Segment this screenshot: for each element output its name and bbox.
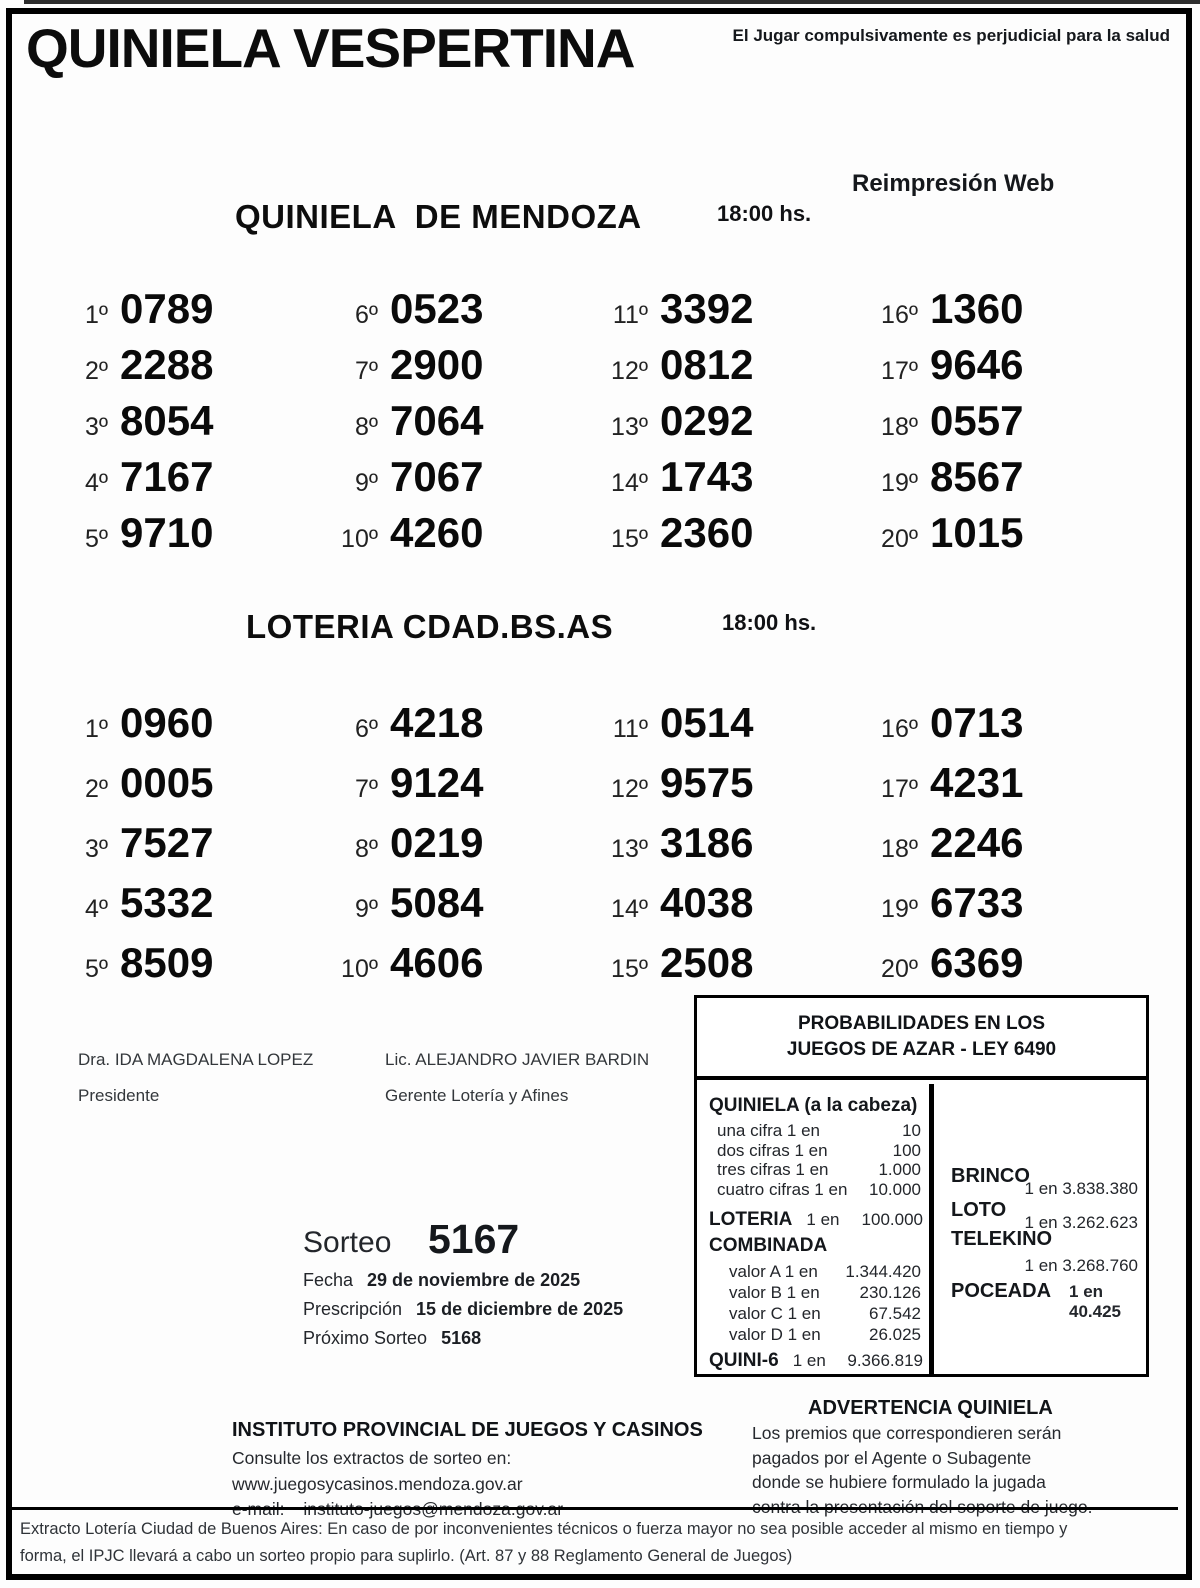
sorteo-number: 5167 <box>428 1216 520 1262</box>
loto-odds <box>951 1199 1138 1232</box>
loteria-odds-mid: 1 en <box>806 1210 840 1229</box>
result-cell <box>832 445 1102 501</box>
loto-name: LOTO <box>951 1199 1007 1221</box>
odds-value: 67.542 <box>869 1304 921 1323</box>
result-position: 1º <box>84 715 108 743</box>
result-position: 20º <box>881 955 918 983</box>
result-cell <box>562 501 832 557</box>
result-number: 8567 <box>930 453 1024 500</box>
result-number: 2246 <box>930 819 1024 866</box>
odds-row <box>729 1262 921 1283</box>
result-number: 7527 <box>120 819 214 866</box>
result-cell <box>832 333 1102 389</box>
result-number: 7167 <box>120 453 214 500</box>
poceada-value: 1 en 40.425 <box>1069 1282 1122 1321</box>
result-position: 8º <box>354 413 378 441</box>
odds-value: 10 <box>902 1121 921 1140</box>
result-cell <box>292 870 562 930</box>
fecha-line <box>303 1270 580 1291</box>
result-number: 3186 <box>660 819 754 866</box>
poceada-name: POCEADA <box>951 1280 1052 1302</box>
brinco-value: 1 en 3.838.380 <box>1024 1179 1138 1198</box>
telekino-odds <box>951 1228 1138 1276</box>
odds-label: valor B 1 en <box>729 1283 820 1302</box>
result-position: 2º <box>84 357 108 385</box>
result-position: 10º <box>341 525 378 553</box>
result-cell <box>22 810 292 870</box>
result-number: 0713 <box>930 699 1024 746</box>
result-position: 14º <box>611 469 648 497</box>
proximo-sorteo-value: 5168 <box>441 1328 482 1348</box>
result-cell <box>832 501 1102 557</box>
health-warning-text: El Jugar compulsivamente es perjudicial para la salud <box>732 26 1170 45</box>
instituto-consulte-line: Consulte los extractos de sorteo en: <box>232 1448 512 1468</box>
result-number: 4260 <box>390 509 484 556</box>
result-position: 10º <box>341 955 378 983</box>
result-number: 7064 <box>390 397 484 444</box>
odds-label: tres cifras 1 en <box>717 1160 829 1179</box>
official-manager <box>385 1050 649 1106</box>
result-number: 0005 <box>120 759 214 806</box>
result-position: 1º <box>84 301 108 329</box>
odds-row <box>717 1180 921 1200</box>
result-position: 12º <box>611 775 648 803</box>
proximo-sorteo-label: Próximo Sorteo <box>303 1328 428 1348</box>
result-cell <box>562 445 832 501</box>
poceada-odds <box>951 1280 1138 1322</box>
proximo-sorteo-line <box>303 1328 481 1349</box>
brinco-odds <box>951 1165 1138 1198</box>
result-cell <box>22 690 292 750</box>
result-position: 5º <box>84 525 108 553</box>
instituto-website: www.juegosycasinos.mendoza.gov.ar <box>232 1473 523 1494</box>
result-position: 9º <box>354 895 378 923</box>
result-number: 1360 <box>930 285 1024 332</box>
result-cell <box>292 930 562 990</box>
odds-value: 26.025 <box>869 1325 921 1344</box>
result-position: 13º <box>611 835 648 863</box>
result-number: 0523 <box>390 285 484 332</box>
mendoza-section-heading: QUINIELA DE MENDOZA <box>235 198 642 235</box>
footer-legal-text <box>20 1516 1172 1569</box>
result-number: 0960 <box>120 699 214 746</box>
result-cell <box>22 870 292 930</box>
result-cell <box>562 810 832 870</box>
result-cell <box>22 333 292 389</box>
fecha-value: 29 de noviembre de 2025 <box>367 1270 581 1290</box>
result-number: 0812 <box>660 341 754 388</box>
result-position: 7º <box>354 357 378 385</box>
result-position: 19º <box>881 895 918 923</box>
result-number: 5332 <box>120 879 214 926</box>
quini6-odds-mid: 1 en <box>792 1351 826 1370</box>
result-number: 6369 <box>930 939 1024 986</box>
result-cell <box>22 501 292 557</box>
quiniela-odds-rows <box>717 1121 921 1199</box>
quini6-odds-value: 9.366.819 <box>847 1351 923 1370</box>
result-number: 4218 <box>390 699 484 746</box>
result-cell <box>562 690 832 750</box>
instituto-heading: INSTITUTO PROVINCIAL DE JUEGOS Y CASINOS <box>232 1419 703 1441</box>
odds-label: valor C 1 en <box>729 1304 821 1323</box>
official-president <box>78 1050 313 1106</box>
result-number: 0292 <box>660 397 754 444</box>
result-cell <box>832 750 1102 810</box>
advertencia-line: Los premios que correspondieren serán <box>752 1423 1062 1443</box>
result-cell <box>562 870 832 930</box>
fecha-label: Fecha <box>303 1270 354 1290</box>
result-cell <box>832 277 1102 333</box>
odds-value: 100 <box>892 1140 921 1160</box>
result-position: 8º <box>354 835 378 863</box>
probabilities-box <box>694 995 1149 1377</box>
result-number: 8509 <box>120 939 214 986</box>
official-role: Presidente <box>78 1086 160 1105</box>
bsas-results-grid <box>22 690 1102 990</box>
result-position: 4º <box>84 469 108 497</box>
footer-line: Extracto Lotería Ciudad de Buenos Aires: En caso de por inconvenientes técnicos o fuerza mayor no sea posible acceder al mismo en tiempo y <box>20 1520 1068 1538</box>
result-cell <box>292 277 562 333</box>
result-position: 9º <box>354 469 378 497</box>
result-number: 7067 <box>390 453 484 500</box>
advertencia-line: pagados por el Agente o Subagente <box>752 1447 1032 1468</box>
result-cell <box>22 277 292 333</box>
odds-label: valor A 1 en <box>729 1262 818 1281</box>
result-position: 18º <box>881 835 918 863</box>
result-position: 2º <box>84 775 108 803</box>
result-number: 2360 <box>660 509 754 556</box>
probabilities-title-line2: JUEGOS DE AZAR - LEY 6490 <box>786 1039 1057 1060</box>
prescripcion-value: 15 de diciembre de 2025 <box>416 1299 624 1319</box>
result-cell <box>832 810 1102 870</box>
result-position: 16º <box>881 301 918 329</box>
result-number: 9710 <box>120 509 214 556</box>
result-cell <box>562 277 832 333</box>
result-cell <box>292 501 562 557</box>
result-number: 4606 <box>390 939 484 986</box>
result-position: 6º <box>354 301 378 329</box>
result-cell <box>22 750 292 810</box>
result-cell <box>832 690 1102 750</box>
result-cell <box>562 333 832 389</box>
odds-value: 1.000 <box>878 1160 921 1179</box>
odds-row <box>729 1283 921 1304</box>
combinada-odds-rows <box>729 1262 921 1346</box>
result-cell <box>22 389 292 445</box>
result-number: 0789 <box>120 285 214 332</box>
result-number: 1015 <box>930 509 1024 556</box>
result-position: 19º <box>881 469 918 497</box>
result-position: 13º <box>611 413 648 441</box>
advertencia-line: donde se hubiere formulado la jugada <box>752 1472 1046 1492</box>
result-cell <box>292 810 562 870</box>
result-cell <box>292 389 562 445</box>
result-cell <box>292 445 562 501</box>
odds-row <box>729 1304 921 1325</box>
page-title: QUINIELA VESPERTINA <box>26 17 635 79</box>
telekino-value: 1 en 3.268.760 <box>1024 1256 1138 1275</box>
result-position: 3º <box>84 413 108 441</box>
loto-value: 1 en 3.262.623 <box>1024 1213 1138 1232</box>
scan-top-edge <box>24 0 1200 4</box>
mendoza-draw-time: 18:00 hs. <box>717 201 812 226</box>
result-position: 12º <box>611 357 648 385</box>
result-number: 8054 <box>120 397 214 444</box>
result-number: 4038 <box>660 879 754 926</box>
result-cell <box>22 930 292 990</box>
odds-value: 1.344.420 <box>845 1262 921 1281</box>
reprint-label: Reimpresión Web <box>852 170 1055 197</box>
result-number: 2508 <box>660 939 754 986</box>
result-cell <box>832 870 1102 930</box>
result-number: 4231 <box>930 759 1024 806</box>
result-cell <box>562 750 832 810</box>
result-cell <box>562 389 832 445</box>
result-position: 3º <box>84 835 108 863</box>
result-cell <box>292 690 562 750</box>
result-position: 17º <box>881 775 918 803</box>
result-cell <box>562 930 832 990</box>
result-position: 18º <box>881 413 918 441</box>
result-position: 5º <box>84 955 108 983</box>
footer-line: forma, el IPJC llevará a cabo un sorteo propio para suplirlo. (Art. 87 y 88 Reglamento General de Juegos) <box>20 1546 793 1565</box>
result-cell <box>292 750 562 810</box>
telekino-name: TELEKINO <box>951 1228 1053 1250</box>
loteria-odds-name: LOTERIA <box>709 1209 793 1230</box>
result-number: 9575 <box>660 759 754 806</box>
probabilities-title-line1: PROBABILIDADES EN LOS <box>797 1013 1046 1034</box>
instituto-contact-block <box>232 1446 563 1523</box>
result-number: 9124 <box>390 759 484 806</box>
result-position: 6º <box>354 715 378 743</box>
prescripcion-line <box>303 1299 623 1320</box>
result-number: 1743 <box>660 453 754 500</box>
odds-row <box>729 1325 921 1346</box>
result-position: 15º <box>611 955 648 983</box>
quiniela-odds-heading: QUINIELA (a la cabeza) <box>709 1095 918 1116</box>
result-position: 7º <box>354 775 378 803</box>
probabilities-body <box>697 1084 1146 1374</box>
brinco-name: BRINCO <box>951 1165 1030 1187</box>
bsas-section-heading: LOTERIA CDAD.BS.AS <box>246 608 614 645</box>
result-position: 4º <box>84 895 108 923</box>
result-number: 0557 <box>930 397 1024 444</box>
result-number: 2900 <box>390 341 484 388</box>
result-number: 0514 <box>660 699 754 746</box>
result-cell <box>22 445 292 501</box>
official-name: Lic. ALEJANDRO JAVIER BARDIN <box>385 1050 650 1069</box>
result-position: 11º <box>612 715 648 743</box>
result-position: 15º <box>611 525 648 553</box>
odds-row <box>717 1141 921 1161</box>
odds-label: dos cifras 1 en <box>717 1140 828 1160</box>
footer-separator-line <box>12 1507 1178 1510</box>
probabilities-left-column <box>697 1084 934 1374</box>
odds-label: cuatro cifras 1 en <box>717 1179 848 1199</box>
result-cell <box>292 333 562 389</box>
odds-value: 10.000 <box>869 1179 921 1199</box>
result-number: 3392 <box>660 285 754 332</box>
result-number: 0219 <box>390 819 484 866</box>
quini6-odds-row <box>709 1350 923 1372</box>
probabilities-right-column <box>939 1084 1146 1374</box>
official-role: Gerente Lotería y Afines <box>385 1086 569 1105</box>
result-position: 11º <box>612 301 648 329</box>
result-cell <box>832 389 1102 445</box>
odds-label: valor D 1 en <box>729 1325 821 1344</box>
result-number: 5084 <box>390 879 484 926</box>
bsas-draw-time: 18:00 hs. <box>722 610 817 635</box>
loteria-odds-row <box>709 1209 923 1231</box>
result-position: 17º <box>881 357 918 385</box>
result-position: 20º <box>881 525 918 553</box>
mendoza-results-grid <box>22 277 1102 557</box>
odds-value: 230.126 <box>859 1283 921 1302</box>
combinada-heading: COMBINADA <box>709 1235 828 1256</box>
advertencia-paragraph <box>752 1421 1093 1519</box>
result-position: 14º <box>611 895 648 923</box>
result-number: 6733 <box>930 879 1024 926</box>
advertencia-heading: ADVERTENCIA QUINIELA <box>808 1397 1053 1419</box>
quini6-odds-name: QUINI-6 <box>709 1350 779 1371</box>
loteria-odds-value: 100.000 <box>861 1210 923 1229</box>
prescripcion-label: Prescripción <box>303 1299 403 1319</box>
result-cell <box>832 930 1102 990</box>
result-number: 9646 <box>930 341 1024 388</box>
probabilities-title <box>697 998 1146 1080</box>
odds-label: una cifra 1 en <box>717 1121 821 1140</box>
odds-row <box>717 1160 921 1180</box>
odds-row <box>717 1121 921 1141</box>
result-number: 2288 <box>120 341 214 388</box>
sorteo-label: Sorteo <box>303 1226 392 1259</box>
result-position: 16º <box>881 715 918 743</box>
official-name: Dra. IDA MAGDALENA LOPEZ <box>78 1050 314 1069</box>
